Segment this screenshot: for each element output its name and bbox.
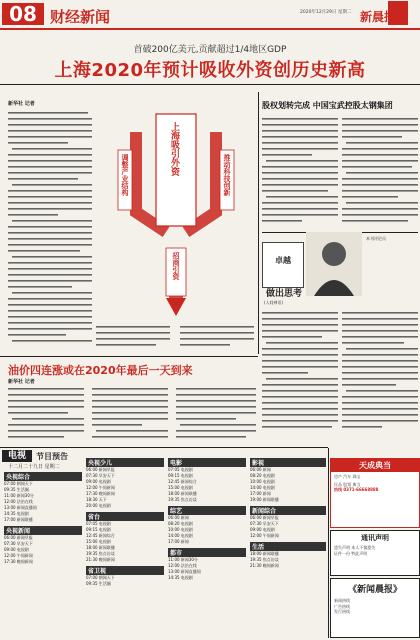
tv-item: 18:00 新闻联播 <box>250 551 279 556</box>
tv-item: 14:35 电视剧 <box>4 511 29 516</box>
author-note: 本刊评论员 <box>366 236 386 241</box>
article3-title: 油价四连涨或在2020年最后一天到来 <box>8 364 193 377</box>
tv-item: 10:00 电视剧 <box>250 479 275 484</box>
ad1-line: 热线 0371-66668888 <box>334 487 379 493</box>
diagram-left-label: 调整产业结构 <box>121 154 129 196</box>
advertisement-pawn <box>330 458 420 528</box>
tv-item: 14:00 电视剧 <box>250 485 275 490</box>
article2-text <box>262 116 418 228</box>
ad2-line: 遗失声明 本人不慎遗失 <box>334 545 376 550</box>
tv-item: 07:05 电视剧 <box>86 521 111 526</box>
tv-item: 09:35 生活圈 <box>86 581 111 586</box>
tv-item: 11:00 新闻30分 <box>4 493 34 498</box>
tv-item: 06:00 新闻早报 <box>86 467 115 472</box>
date-line: 2020年12月29日 星期二 <box>300 10 352 15</box>
tv-channel-label: 央视新闻 <box>4 526 82 535</box>
tv-column-d <box>250 458 326 569</box>
tv-channel-label: 影视 <box>250 458 326 467</box>
lead-text-continuation <box>96 324 256 354</box>
tv-channel-label: 都市 <box>168 548 246 557</box>
tv-item: 15:00 电视剧 <box>168 485 193 490</box>
tv-item: 08:20 电视剧 <box>250 473 275 478</box>
tv-channel-label: 省台 <box>86 512 164 521</box>
lead-byline: 新华社 记者 <box>8 101 35 107</box>
tv-channel-label: 省卫视 <box>86 566 164 575</box>
headline-rule <box>0 84 420 85</box>
tv-item: 09:35 生活圈 <box>4 487 29 492</box>
tv-item: 19:35 焦点访谈 <box>86 551 115 556</box>
masthead-logo <box>358 1 416 27</box>
tv-item: 13:00 新闻直播间 <box>168 569 201 574</box>
diagram-center-label: 上海吸引外资 <box>169 122 179 176</box>
tv-channel-label: 央视综合 <box>4 472 82 481</box>
tv-item: 07:30 早安天下 <box>250 521 279 526</box>
lead-text-column <box>8 110 92 350</box>
tv-item: 06:00 新闻早报 <box>250 515 279 520</box>
ad1-title: 天成典当 <box>331 459 419 472</box>
opinion-caption: (人间禅语) <box>264 300 284 305</box>
tv-item: 17:00 新闻联播 <box>4 517 33 522</box>
tv-item: 09:15 电视剧 <box>86 527 111 532</box>
tv-item: 07:30 早安天下 <box>86 473 115 478</box>
page-number: 08 <box>2 3 44 25</box>
opinion-title: 做出思考 <box>266 289 303 299</box>
tv-item: 07:30 早安天下 <box>4 541 33 546</box>
article3-byline: 新华社 记者 <box>8 379 35 385</box>
tv-item: 06:00 新闻 <box>168 515 189 520</box>
tv-item: 18:00 新闻联播 <box>86 545 115 550</box>
advertisement-newspaper <box>330 578 420 638</box>
kicker: 首破200亿美元,贡献超过1/4地区GDP <box>133 45 287 55</box>
masthead-text: 新晨报 <box>360 10 397 24</box>
tv-item: 06:00 新闻 <box>250 467 271 472</box>
tv-channel-label: 央视少儿 <box>86 458 164 467</box>
tv-item: 20:00 电视剧 <box>86 503 111 508</box>
tv-item: 09:00 电视剧 <box>4 547 29 552</box>
tv-subheading: 节目预告 <box>36 452 68 461</box>
tv-heading: 电视 <box>2 450 32 462</box>
tv-item: 09:15 电视剧 <box>168 473 193 478</box>
article2-title: 股权划转完成 中国宝武控股太钢集团 <box>262 101 393 110</box>
tv-item: 12:45 新闻综合 <box>86 533 115 538</box>
opinion-box-label: 卓越 <box>275 256 291 265</box>
investment-diagram <box>96 102 256 322</box>
tv-item: 14:35 电视剧 <box>168 575 193 580</box>
article3-text <box>8 386 258 444</box>
diagram-right-label: 推动科技创新 <box>223 154 231 196</box>
tv-item: 12:45 新闻综合 <box>168 479 197 484</box>
tv-item: 08:20 电视剧 <box>168 521 193 526</box>
tv-item: 19:00 新闻联播 <box>250 497 279 502</box>
tv-item: 07:05 电视剧 <box>168 467 193 472</box>
tv-item: 17:30 晚间新闻 <box>86 491 115 496</box>
section-title: 财经新闻 <box>50 8 111 26</box>
tv-item: 18:30 天下 <box>86 497 107 502</box>
tv-item: 14:00 电视剧 <box>168 533 193 538</box>
ad1-line: 房产 汽车 珠宝 <box>334 474 361 479</box>
ad3-title: 《新闻晨报》 <box>347 585 402 595</box>
ads-divider <box>328 448 329 638</box>
tv-top-rule <box>0 447 328 448</box>
tv-column-a <box>4 472 82 565</box>
column-divider <box>258 92 259 354</box>
tv-item: 09:00 电视剧 <box>250 527 275 532</box>
tv-item: 15:00 电视剧 <box>86 539 111 544</box>
tv-channel-label: 新闻综合 <box>250 506 326 515</box>
tv-channel-label: 电影 <box>168 458 246 467</box>
opinion-box <box>262 242 304 288</box>
tv-item: 21:30 晚间新闻 <box>250 563 279 568</box>
tv-item: 12:00 法治在线 <box>4 499 33 504</box>
tv-channel-label: 生活 <box>250 542 326 551</box>
tv-item: 13:00 新闻直播间 <box>4 505 37 510</box>
headline: 上海2020年预计吸收外资创历史新高 <box>54 60 366 81</box>
tv-item: 07:00 朝闻天下 <box>86 575 115 580</box>
author-portrait <box>306 232 362 296</box>
tv-item: 12:00 午间新闻 <box>4 553 33 558</box>
tv-column-c <box>168 458 246 581</box>
tv-item: 19:35 焦点访谈 <box>168 497 197 502</box>
tv-column-b <box>86 458 164 587</box>
tv-item: 12:00 午间新闻 <box>86 485 115 490</box>
tv-item: 17:00 新闻 <box>168 539 189 544</box>
ad2-line: 证件一份 特此声明 <box>334 550 368 556</box>
tv-item: 17:00 新闻 <box>250 491 271 496</box>
tv-date: 十二月二十九日 星期二 <box>8 464 60 470</box>
tv-item: 21:30 晚间新闻 <box>86 557 115 562</box>
tv-channel-label: 综艺 <box>168 506 246 515</box>
tv-item: 19:35 焦点访谈 <box>250 557 279 562</box>
tv-item: 07:00 朝闻天下 <box>4 481 33 486</box>
section-rule <box>0 356 258 357</box>
tv-item: 12:00 法治在线 <box>168 563 197 568</box>
tv-item: 09:00 电视剧 <box>86 479 111 484</box>
tv-item: 10:00 电视剧 <box>168 527 193 532</box>
tv-item: 17:30 晚间新闻 <box>4 559 33 564</box>
tv-item: 18:00 新闻联播 <box>168 491 197 496</box>
advertisement-notice <box>330 530 420 576</box>
ad3-line: 广告热线 <box>334 603 350 609</box>
ad2-title: 通讯声明 <box>361 534 389 542</box>
tv-item: 06:00 新闻早报 <box>4 535 33 540</box>
tv-item: 12:00 午间新闻 <box>250 533 279 538</box>
header-rule <box>0 28 420 30</box>
ad3-line: 新闻热线 <box>334 598 350 603</box>
ad3-line: 发行热线 <box>334 609 350 615</box>
opinion-text <box>262 310 418 440</box>
tv-item: 11:00 新闻30分 <box>168 557 198 562</box>
diagram-bottom-label: 招商引资 <box>172 252 180 280</box>
ad1-line: 民品 股票 典当 <box>334 481 361 487</box>
